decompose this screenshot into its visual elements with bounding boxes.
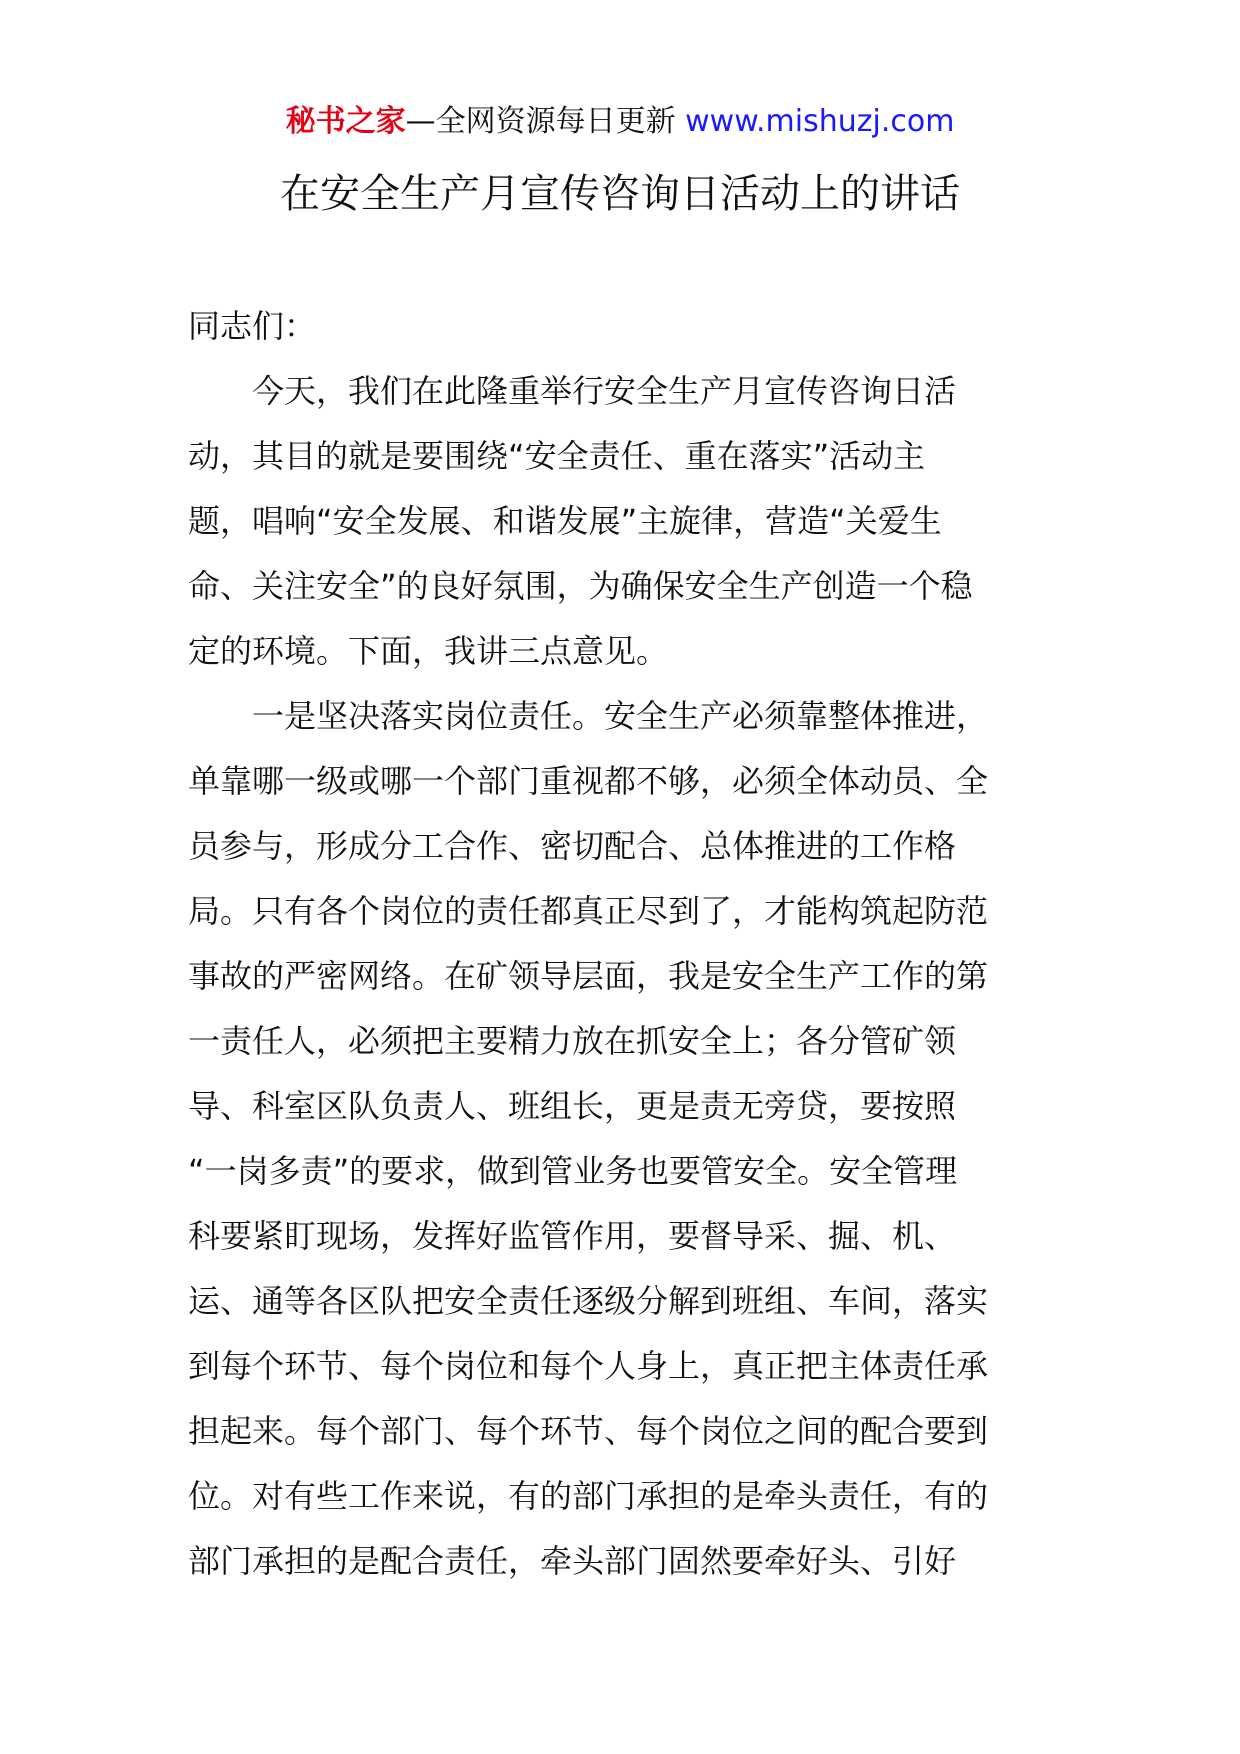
text-line: 今天，我们在此隆重举行安全生产月宣传咨询日活 xyxy=(252,372,957,410)
document-body xyxy=(188,294,1028,1594)
text-line: 命、关注安全”的良好氛围，为确保安全生产创造一个稳 xyxy=(188,567,973,605)
site-header xyxy=(0,100,1240,144)
paragraph-2 xyxy=(188,684,1028,1594)
text-line: 动，其目的就是要围绕“安全责任、重在落实”活动主 xyxy=(188,437,926,475)
text-line: 单靠哪一级或哪一个部门重视都不够，必须全体动员、全 xyxy=(188,762,989,800)
text-line: 一责任人，必须把主要精力放在抓安全上；各分管矿领 xyxy=(188,1022,957,1060)
text-line: “一岗多责”的要求，做到管业务也要管安全。安全管理 xyxy=(188,1152,958,1190)
text-line: 到每个环节、每个岗位和每个人身上，真正把主体责任承 xyxy=(188,1347,989,1385)
text-line: 题，唱响“安全发展、和谐发展”主旋律，营造“关爱生 xyxy=(188,502,942,540)
document-title: 在安全生产月宣传咨询日活动上的讲话 xyxy=(280,171,960,217)
text-line: 位。对有些工作来说，有的部门承担的是牵头责任，有的 xyxy=(188,1477,989,1515)
text-line: 定的环境。下面，我讲三点意见。 xyxy=(188,632,669,670)
brand-slogan: —全网资源每日更新 xyxy=(405,104,686,139)
text-line: 事故的严密网络。在矿领导层面，我是安全生产工作的第 xyxy=(188,957,989,995)
brand-name: 秘书之家 xyxy=(285,104,406,139)
site-url[interactable]: www.mishuzj.com xyxy=(685,104,955,139)
text-line: 一是坚决落实岗位责任。安全生产必须靠整体推进， xyxy=(252,697,989,735)
text-line: 运、通等各区队把安全责任逐级分解到班组、车间，落实 xyxy=(188,1282,989,1320)
paragraph-1 xyxy=(188,359,1028,684)
text-line: 员参与，形成分工合作、密切配合、总体推进的工作格 xyxy=(188,827,957,865)
text-line: 担起来。每个部门、每个环节、每个岗位之间的配合要到 xyxy=(188,1412,989,1450)
text-line: 局。只有各个岗位的责任都真正尽到了，才能构筑起防范 xyxy=(188,892,989,930)
text-line: 部门承担的是配合责任，牵头部门固然要牵好头、引好 xyxy=(188,1542,957,1580)
text-line: 导、科室区队负责人、班组长，更是责无旁贷，要按照 xyxy=(188,1087,957,1125)
text-line: 科要紧盯现场，发挥好监管作用，要督导采、掘、机、 xyxy=(188,1217,957,1255)
greeting: 同志们： xyxy=(188,307,317,345)
